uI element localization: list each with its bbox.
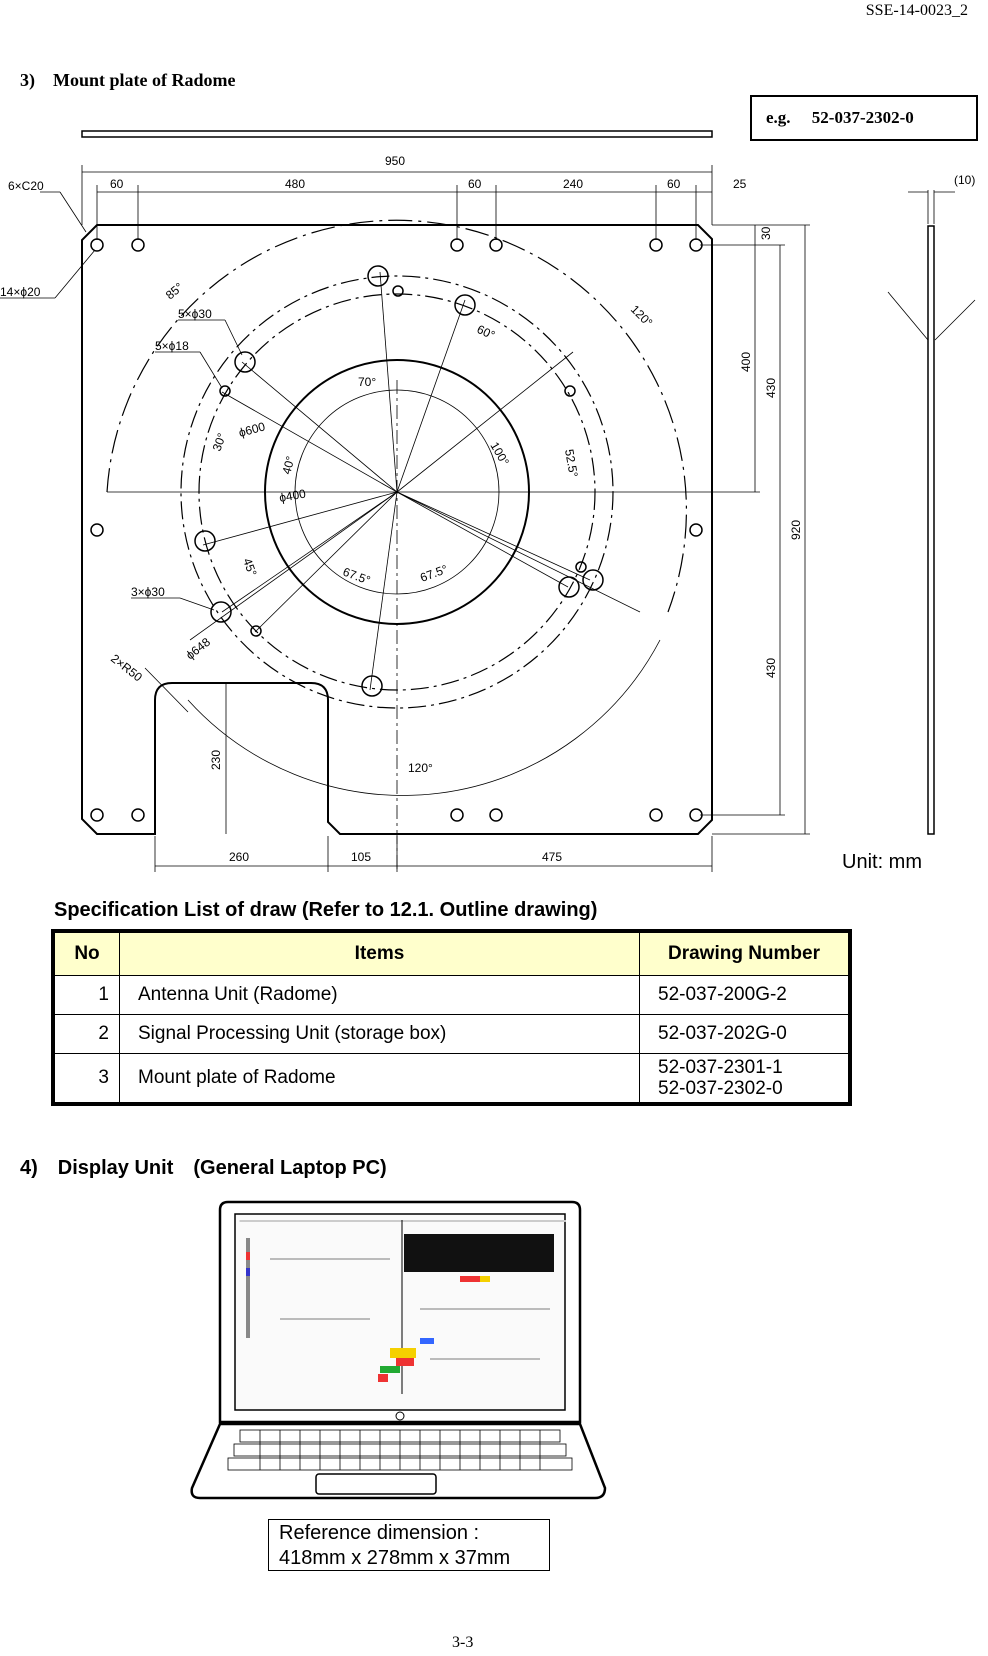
angle-67-5b: 67.5° [418,562,450,585]
row-item: Mount plate of Radome [120,1054,640,1105]
label-chamfer: 6×C20 [8,179,44,193]
screen-dark-panel [404,1234,554,1272]
angle-120a: 120° [627,302,656,330]
label-phi600: ϕ600 [237,419,267,440]
angle-100: 100° [487,439,512,469]
reference-dimension-label: Reference dimension : [279,1522,480,1544]
row-no: 3 [53,1054,120,1105]
document-id: SSE-14-0023_2 [865,2,968,19]
spec-table [51,929,852,1106]
dim-60b: 60 [468,177,482,191]
spec-list-title: Specification List of draw (Refer to 12.1. Outline drawing) [54,899,598,921]
dim-240: 240 [563,177,584,191]
row-drawing: 52-037-200G-2 [640,976,851,1015]
angle-70: 70° [358,375,377,389]
row-drawing [640,1054,851,1105]
section-title-display-unit: 4) Display Unit (General Laptop PC) [20,1157,387,1179]
label-phi400: ϕ400 [278,486,307,505]
example-drawing-number-box: e.g. 52-037-2302-0 [750,95,978,141]
dim-105: 105 [351,850,372,864]
label-holes30b: 3×ϕ30 [131,585,165,599]
angle-45: 45° [240,556,260,579]
label-holes20: 14×ϕ20 [0,285,41,299]
section-title-mount-plate: 3) Mount plate of Radome [20,70,236,90]
row-item: Antenna Unit (Radome) [120,976,640,1015]
laptop-keyboard [228,1430,572,1470]
dim-950: 950 [385,154,406,168]
laptop-base [192,1424,605,1498]
header-drawing-number: Drawing Number [640,931,851,976]
table-row [53,976,850,1015]
reference-dimension-box [268,1519,550,1571]
label-phi648: ϕ648 [183,634,213,663]
row-item: Signal Processing Unit (storage box) [120,1015,640,1054]
row-drawing-line2: 52-037-2302-0 [658,1078,783,1099]
angle-120b: 120° [408,761,433,775]
label-holes18: 5×ϕ18 [155,339,189,353]
dim-60c: 60 [667,177,681,191]
mounting-holes [91,239,702,821]
table-row [53,1054,850,1105]
angle-52-5: 52.5° [562,448,581,479]
row-drawing: 52-037-202G-0 [640,1015,851,1054]
plate-side-view-top [82,131,712,137]
spec-header-row [53,931,850,976]
dim-h30: 30 [759,226,773,240]
dim-h400: 400 [739,351,753,372]
dim-h430b: 430 [764,657,778,678]
dim-260: 260 [229,850,250,864]
angle-40: 40° [279,454,298,476]
dim-10: (10) [954,173,976,187]
page-number: 3-3 [452,1634,474,1651]
dim-480: 480 [285,177,306,191]
unit-note: Unit: mm [842,851,922,873]
dim-h230: 230 [209,749,223,770]
dim-60a: 60 [110,177,124,191]
mount-plate-drawing [0,120,988,880]
angle-85: 85° [162,279,186,303]
label-holes30a: 5×ϕ30 [178,307,212,321]
angle-67-5a: 67.5° [340,564,373,588]
table-row [53,1015,850,1054]
row-no: 1 [53,976,120,1015]
dim-475: 475 [542,850,563,864]
label-radius: 2×R50 [108,651,145,685]
plate-side-view-right [928,226,934,834]
laptop-illustration [180,1198,630,1508]
dim-25: 25 [733,177,747,191]
row-drawing-line1: 52-037-2301-1 [658,1057,783,1078]
dim-h920: 920 [789,519,803,540]
angle-60: 60° [474,322,498,343]
header-items: Items [120,931,640,976]
row-no: 2 [53,1015,120,1054]
header-no: No [53,931,120,976]
angle-30: 30° [209,431,230,454]
reference-dimension-value: 418mm x 278mm x 37mm [279,1547,511,1569]
dim-h430a: 430 [764,377,778,398]
laptop-touchpad [316,1474,436,1494]
